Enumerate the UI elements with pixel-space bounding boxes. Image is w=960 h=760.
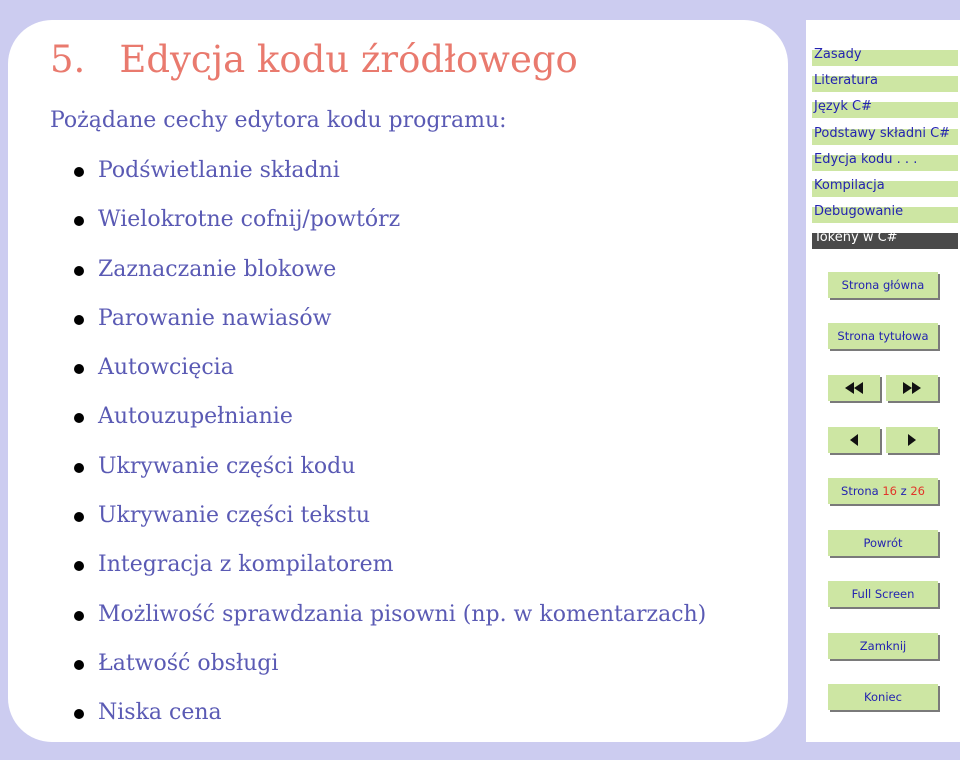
list-item [74, 400, 706, 449]
list-item [74, 598, 706, 647]
bullet-icon [74, 660, 84, 670]
list-item [74, 253, 706, 302]
double-right-arrow-icon [902, 382, 922, 394]
bullet-icon [74, 216, 84, 226]
list-item-text: Łatwość obsługi [98, 650, 279, 676]
section-number: 5. [50, 38, 86, 81]
page-prefix: Strona [841, 484, 879, 498]
bullet-icon [74, 266, 84, 276]
close-button[interactable]: Zamknij [828, 633, 938, 659]
bullet-icon [74, 611, 84, 621]
toc-item-literatura[interactable] [812, 70, 958, 96]
bullet-icon [74, 463, 84, 473]
list-item [74, 302, 706, 351]
list-item [74, 499, 706, 548]
page-separator: z [900, 484, 907, 498]
bullet-icon [74, 709, 84, 719]
list-item-text: Ukrywanie części tekstu [98, 503, 371, 529]
bullet-icon [74, 315, 84, 325]
toc-item-label: Debugowanie [814, 204, 904, 220]
list-item-text: Autouzupełnianie [98, 404, 293, 430]
toc-item-zasady[interactable] [812, 44, 958, 70]
section-title: Edycja kodu źródłowego [119, 38, 578, 81]
list-item-text: Autowcięcia [98, 355, 234, 381]
page-counter [828, 478, 938, 504]
bullet-icon [74, 512, 84, 522]
feature-list [74, 154, 706, 746]
left-arrow-icon [849, 434, 859, 446]
slide-title [50, 38, 578, 81]
list-item [74, 351, 706, 400]
total-pages: 26 [910, 484, 925, 498]
previous-page-button[interactable] [828, 427, 880, 453]
toc-item-label: Język C# [814, 99, 872, 115]
list-item-text: Zaznaczanie blokowe [98, 256, 337, 282]
title-page-button[interactable]: Strona tytułowa [828, 323, 938, 349]
list-item-text: Integracja z kompilatorem [98, 552, 394, 578]
home-page-button[interactable]: Strona główna [828, 272, 938, 298]
toc-item-label: Edycja kodu . . . [814, 151, 918, 167]
current-page: 16 [882, 484, 897, 498]
right-arrow-icon [907, 434, 917, 446]
list-item [74, 450, 706, 499]
list-item-text: Niska cena [98, 700, 222, 726]
list-item [74, 154, 706, 203]
list-item [74, 647, 706, 696]
toc-item-kompilacja[interactable] [812, 175, 958, 201]
list-item-text: Parowanie nawiasów [98, 305, 332, 331]
toc-item-jezyk-csharp[interactable] [812, 96, 958, 122]
navigation-sidebar [806, 20, 960, 742]
toc-item-debugowanie[interactable] [812, 201, 958, 227]
bullet-icon [74, 364, 84, 374]
list-item-text: Możliwość sprawdzania pisowni (np. w komentarzach) [98, 601, 707, 627]
slide [8, 20, 788, 742]
double-left-arrow-icon [844, 382, 864, 394]
toc-item-label: Tokeny w C# [814, 230, 898, 246]
list-item-text: Podświetlanie składni [98, 158, 340, 183]
back-button[interactable]: Powrót [828, 530, 938, 556]
full-screen-button[interactable]: Full Screen [828, 581, 938, 607]
end-button[interactable]: Koniec [828, 684, 938, 710]
toc-item-tokeny[interactable] [812, 227, 958, 253]
toc-item-podstawy-skladni[interactable] [812, 123, 958, 149]
list-item [74, 696, 706, 745]
next-page-button[interactable] [886, 427, 938, 453]
toc-item-edycja-kodu[interactable] [812, 149, 958, 175]
list-item-text: Wielokrotne cofnij/powtórz [98, 207, 401, 233]
intro-text: Pożądane cechy edytora kodu programu: [50, 108, 507, 133]
toc-item-label: Literatura [814, 73, 878, 89]
table-of-contents [812, 44, 958, 254]
list-item [74, 548, 706, 597]
bullet-icon [74, 561, 84, 571]
toc-item-label: Kompilacja [814, 177, 885, 193]
list-item [74, 203, 706, 252]
last-page-button[interactable] [886, 375, 938, 401]
list-item-text: Ukrywanie części kodu [98, 453, 356, 479]
toc-item-label: Podstawy składni C# [814, 125, 951, 141]
first-page-button[interactable] [828, 375, 880, 401]
bullet-icon [74, 413, 84, 423]
bullet-icon [74, 167, 84, 177]
toc-item-label: Zasady [814, 47, 862, 62]
